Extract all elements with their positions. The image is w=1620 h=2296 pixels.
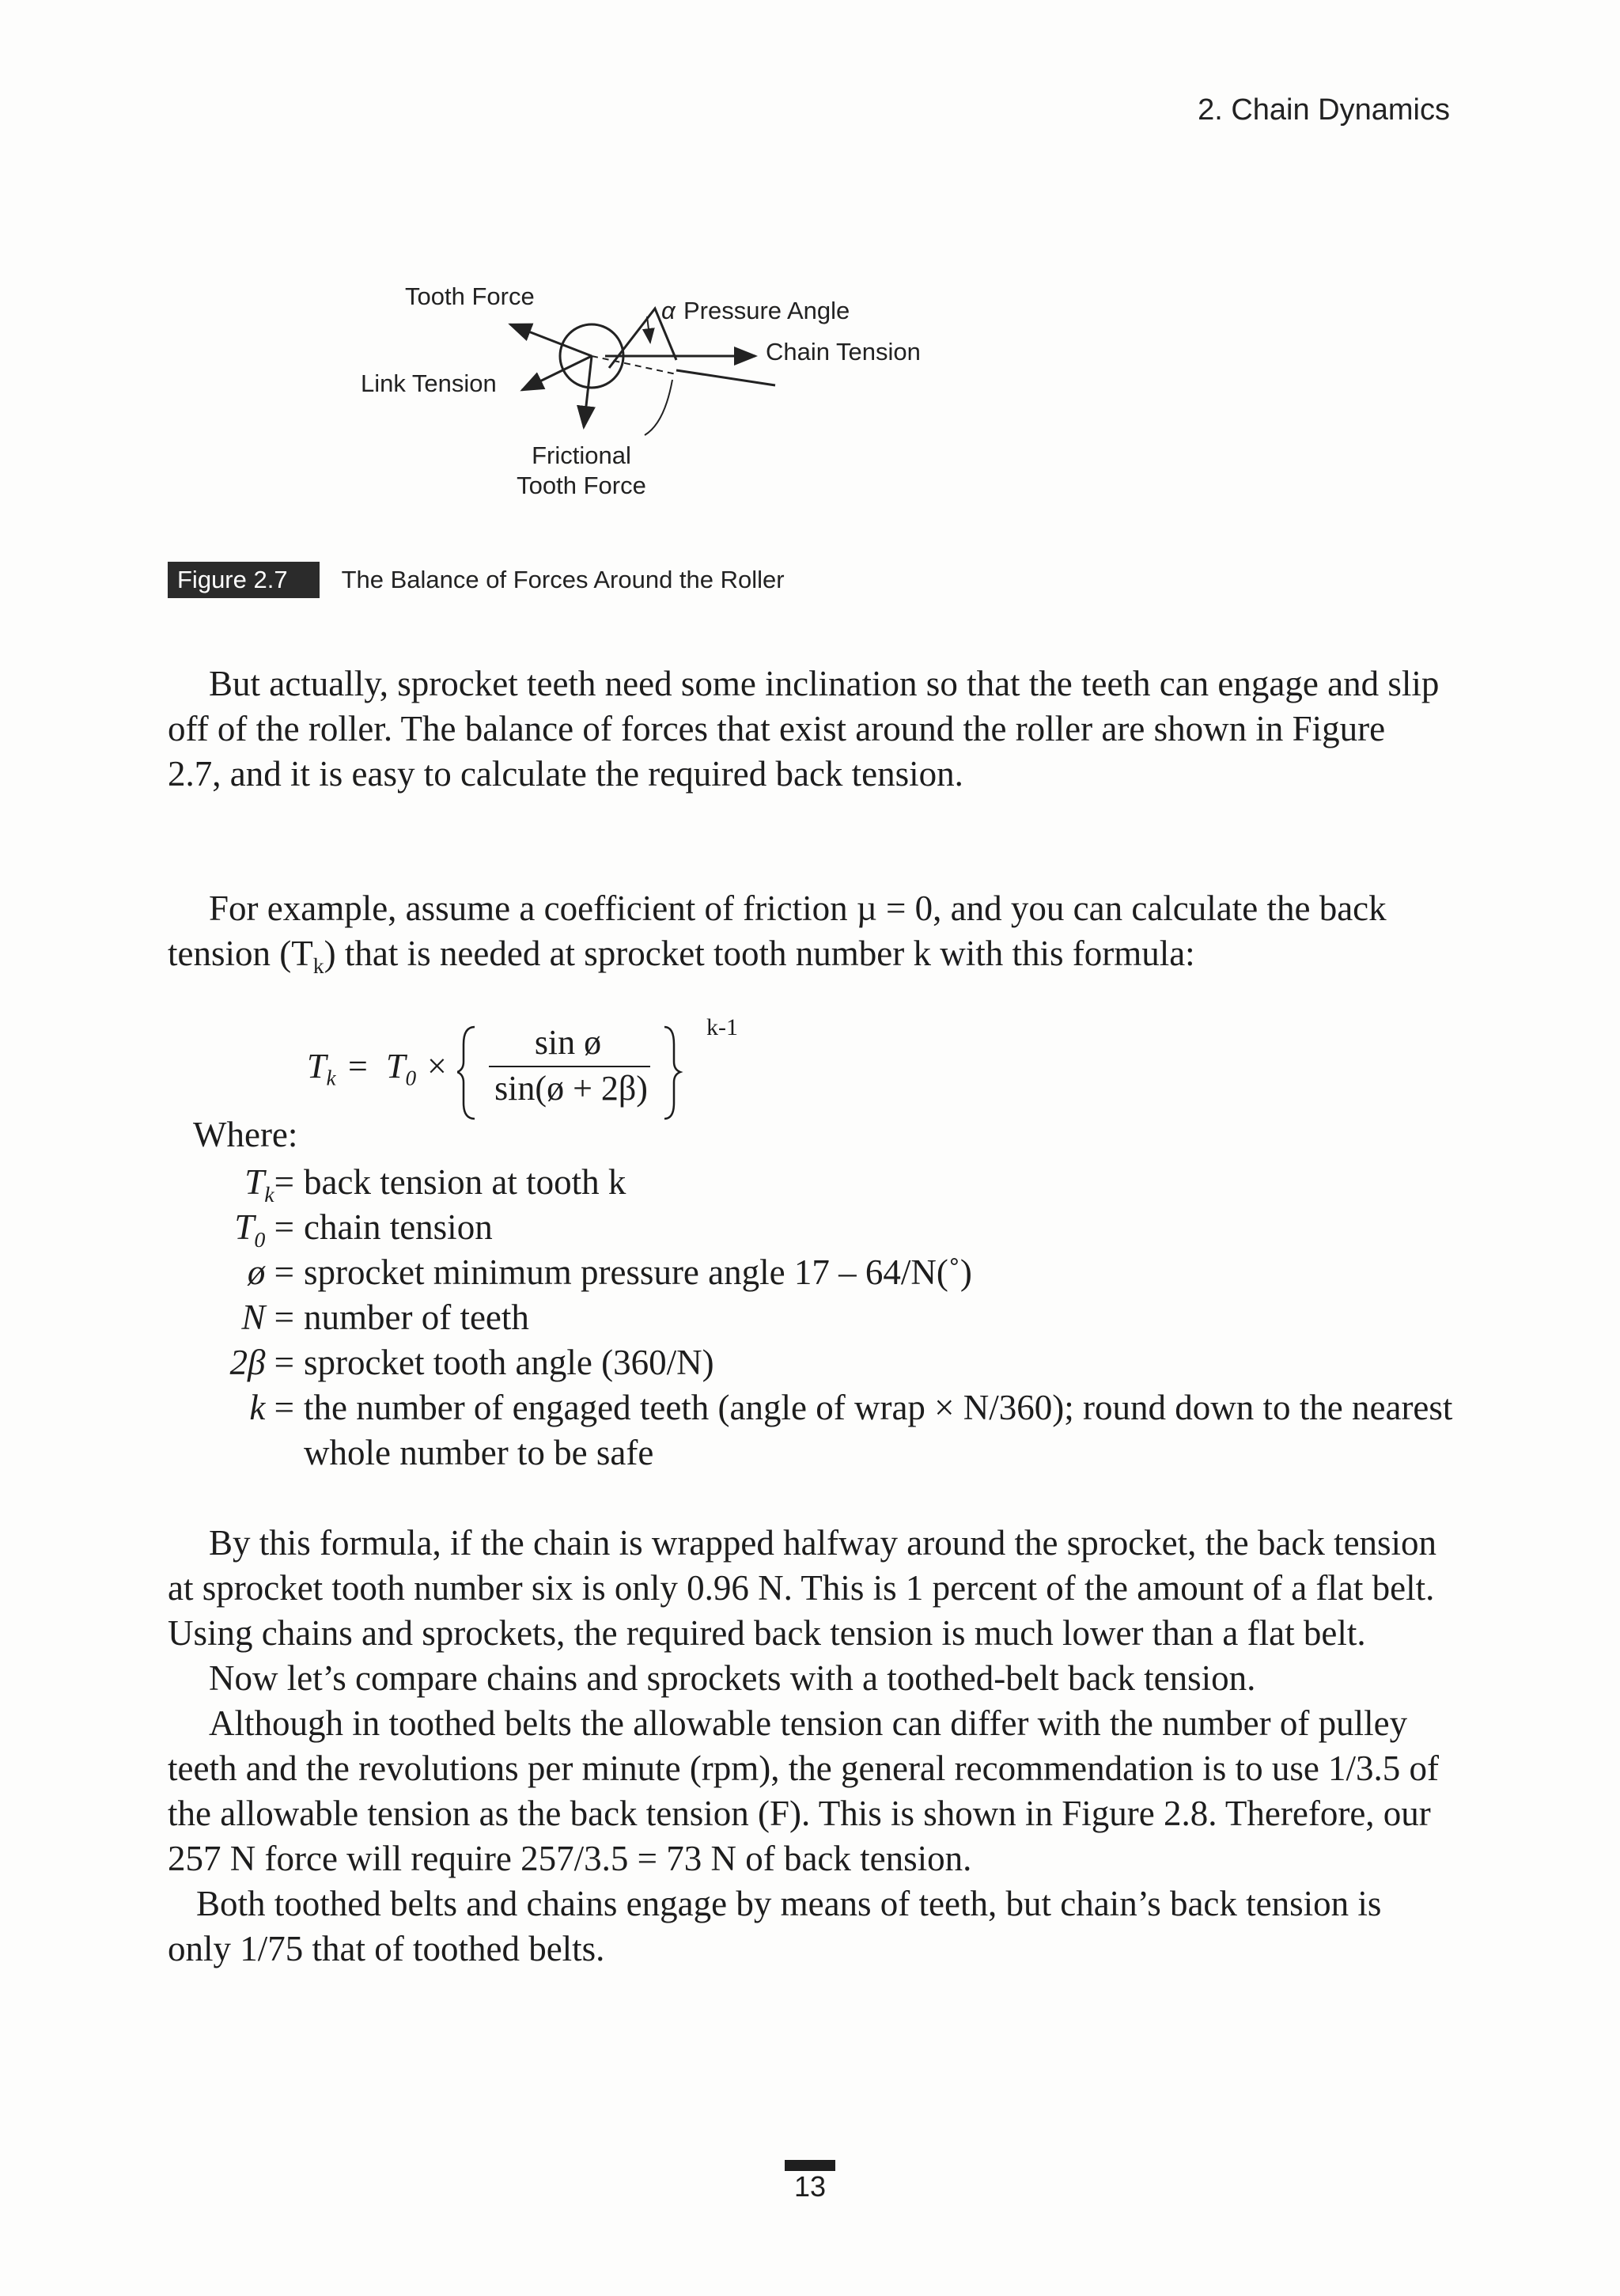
figure-number: Figure 2.7 <box>168 562 320 598</box>
label-link-tension: Link Tension <box>361 369 497 397</box>
formula-numerator: sin ø <box>534 1023 602 1062</box>
definition-text: sprocket minimum pressure angle 17 – 64/N(˚) <box>304 1252 972 1292</box>
page-number: 13 <box>793 2170 827 2203</box>
definition-symbol: ø = <box>247 1252 294 1292</box>
paragraph-6-text: Both toothed belts and chains engage by means of teeth, but chain’s back tension is only 1/75 that of toothed belts. <box>168 1884 1382 1968</box>
definition-text: sprocket tooth angle (360/N) <box>304 1343 714 1382</box>
definition-symbol: N = <box>241 1298 294 1337</box>
paragraph-3-block <box>168 1521 1441 1972</box>
paragraph-1-text: But actually, sprocket teeth need some inclination so that the teeth can engage and slip off of the roller. The balance of forces that exist around the roller are shown in Figure 2.7, and it is easy to calculate the required back tension. <box>168 664 1440 794</box>
paragraph-2 <box>168 886 1441 989</box>
formula-t0: $T_0$ <box>386 1047 417 1090</box>
back-tension-formula <box>307 1014 782 1123</box>
definition-symbol: k = <box>249 1388 294 1427</box>
definition-text: number of teeth <box>304 1298 529 1337</box>
label-pressure-angle: Pressure Angle <box>683 297 850 324</box>
definition-symbol: $T_k=$ <box>244 1162 294 1207</box>
label-chain-tension: Chain Tension <box>766 338 921 366</box>
label-tooth-force: Tooth Force <box>405 282 535 310</box>
formula-exponent: k-1 <box>706 1014 738 1040</box>
definition-text: chain tension <box>304 1207 493 1247</box>
paragraph-1 <box>168 661 1441 797</box>
formula-denominator: sin(ø + 2β) <box>494 1069 648 1108</box>
definition-text: the number of engaged teeth (angle of wrap × N/360); round down to the nearest whole number to be safe <box>304 1388 1453 1472</box>
label-frictional-line1: Frictional <box>532 441 631 469</box>
figure-title: The Balance of Forces Around the Roller <box>341 566 785 593</box>
formula-times: × <box>427 1047 447 1085</box>
definition-text: back tension at tooth k <box>304 1162 626 1202</box>
frictional-force-arrow <box>584 356 592 427</box>
label-frictional-tooth-force <box>490 441 672 501</box>
running-head: 2. Chain Dynamics <box>1198 93 1450 127</box>
paragraph-3-text: By this formula, if the chain is wrapped halfway around the sprocket, the back tension at sprocket tooth number six is only 0.96 N. This is 1 percent of the amount of a flat belt. Using chains and sprockets, the required back tension is much lower than a flat belt. <box>168 1523 1437 1653</box>
formula-equals: = <box>348 1047 368 1085</box>
chain-line <box>676 370 775 385</box>
paragraph-4-text: Now let’s compare chains and sprockets with a toothed-belt back tension. <box>209 1658 1256 1698</box>
where-label: Where: <box>193 1115 298 1154</box>
pressure-angle-pointer <box>647 316 650 343</box>
label-frictional-line2: Tooth Force <box>517 472 646 499</box>
paragraph-2-text: For example, assume a coefficient of friction µ = 0, and you can calculate the back tension $(T_k)$ that is needed at sprocket tooth number k with this formula: <box>168 888 1387 979</box>
formula-lhs: $T_k$ <box>307 1047 336 1090</box>
figure-balance-of-forces <box>348 273 981 526</box>
tooth-force-arrow <box>510 324 592 356</box>
label-alpha: α <box>661 297 676 324</box>
page-number-bar <box>785 2160 835 2171</box>
figure-caption <box>168 559 785 601</box>
definition-symbol: 2β = <box>229 1343 294 1382</box>
paragraph-5-text: Although in toothed belts the allowable tension can differ with the number of pulley teeth and the revolutions per minute (rpm), the general recommendation is to use 1/3.5 of the allowable tension as the back tension (F). This is shown in Figure 2.8. Therefore, our 257 N force will require 257/3.5 = 73 N of back tension. <box>168 1703 1440 1878</box>
definition-symbol: $T_0$ = <box>234 1207 294 1252</box>
dashed-line <box>592 356 676 374</box>
pressure-angle-arc <box>645 380 672 435</box>
